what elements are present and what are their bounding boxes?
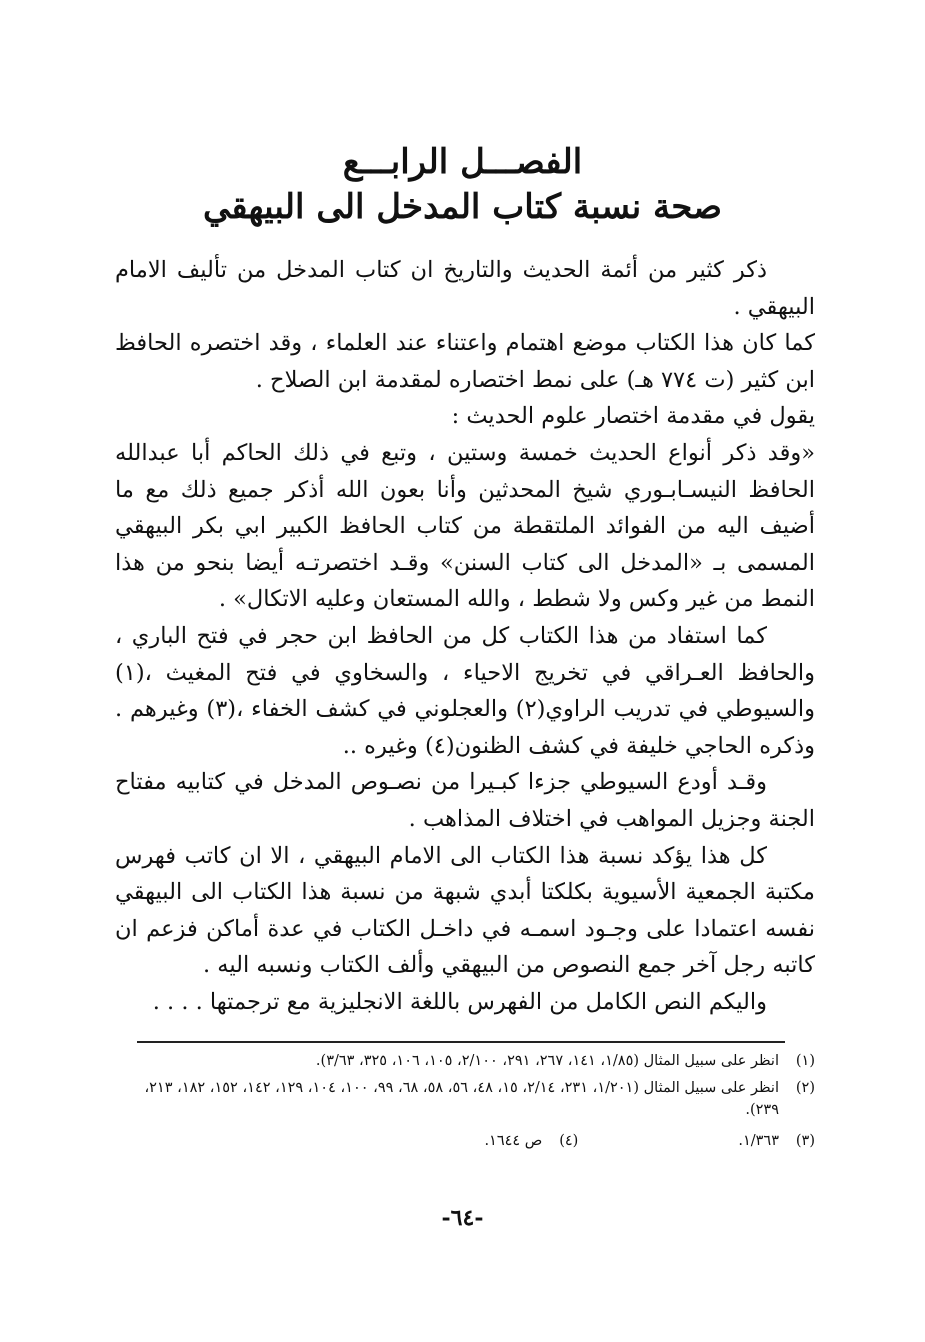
footnote-1 [115, 1050, 815, 1073]
body-text [115, 252, 815, 1020]
footnote-text: ١/٣٦٣. [738, 1132, 779, 1149]
chapter-title: صحة نسبة كتاب المدخل الى البيهقي [202, 187, 723, 227]
footnote-text: ص ١٦٤٤. [484, 1132, 543, 1149]
footnote-row [115, 1130, 815, 1153]
paragraph: كما كان هذا الكتاب موضع اهتمام واعتناء عند العلماء ، وقد اختصره الحافظ ابن كثير (ت ٧٧٤ هـ) على نمط اختصاره لمقدمة ابن الصلاح . [115, 330, 815, 393]
paragraph: وقـد أودع السيوطي جزءا كبـيرا من نصـوص المدخل في كتابيه مفتاح الجنة وجزيل المواهب في اختلاف المذاهب . [115, 769, 815, 832]
footnotes [115, 1050, 815, 1152]
chapter-label: الفصـــل الرابـــع [342, 142, 583, 182]
paragraph: يقول في مقدمة اختصار علوم الحديث : [451, 403, 815, 430]
footnote-divider [137, 1041, 785, 1043]
footnote-text: انظر على سبيل المثال (١/٨٥، ١٤١، ٢٦٧، ٢٩١، ٢/١٠٠، ١٠٥، ١٠٦، ٣٢٥، ٣/٦٣). [315, 1053, 779, 1069]
page-number: -٦٤- [441, 1205, 484, 1231]
footnote-2 [115, 1077, 815, 1122]
footnote-text: انظر على سبيل المثال (١/٢٠١، ٢٣١، ٢/١٤، ١٥، ٤٨، ٥٦، ٥٨، ٦٨، ٩٩، ١٠٠، ١٠٤، ١٢٩، ١٤٢، ١٥٢، ١٨٢، ٢١٣، ٢٣٩). [144, 1079, 779, 1118]
chapter-heading [100, 140, 825, 230]
paragraph: ذكر كثير من أئمة الحديث والتاريخ ان كتاب المدخل من تأليف الامام البيهقي . [115, 257, 815, 320]
footnote-number: (٣) [795, 1132, 815, 1149]
paragraph: واليكم النص الكامل من الفهرس باللغة الانجليزية مع ترجمتها . . . . [152, 988, 767, 1015]
footnote-number: (٢) [795, 1079, 815, 1096]
paragraph: كما استفاد من هذا الكتاب كل من الحافظ ابن حجر في فتح الباري ، والحافظ العـراقي في تخريج الاحياء ، والسخاوي في فتح المغيث ،(١) والسيوطي في تدريب الراوي(٢) والعجلوني في كشف الخفاء ،(٣) وغيرهم . وذكره الحاجي خليفة في كشف الظنون(٤) وغيره .. [115, 622, 815, 759]
quote-paragraph: «وقد ذكر أنواع الحديث خمسة وستين ، وتبع في ذلك الحاكم أبا عبدالله الحافظ النيسـابـوري شيخ المحدثين وأنا بعون الله أذكر جميع ذلك مع ما أضيف اليه من الفوائد الملتقطة من كتاب الحافظ الكبير ابي بكر البيهقي المسمى بـ «المدخل الى كتاب السنن» وقـد اختصرتـه أيضا بنحو من هذا النمط من غير وكس ولا شطط ، والله المستعان وعليه الاتكال» . [115, 439, 815, 613]
paragraph: كل هذا يؤكد نسبة هذا الكتاب الى الامام البيهقي ، الا ان كاتب فهرس مكتبة الجمعية الأسيوية بكلكتا أبدي شبهة من نسبة هذا الكتاب الى البيهقي نفسه اعتمادا على وجـود اسمـه في داخـل الكتاب في عدة أماكن فزعم ان كاتبه رجل آخر جمع النصوص من البيهقي وألف الكتاب ونسبه اليه . [115, 842, 815, 979]
footnote-number: (١) [795, 1053, 815, 1069]
footnote-spacer [578, 1130, 738, 1153]
footnote-number: (٤) [559, 1132, 579, 1149]
